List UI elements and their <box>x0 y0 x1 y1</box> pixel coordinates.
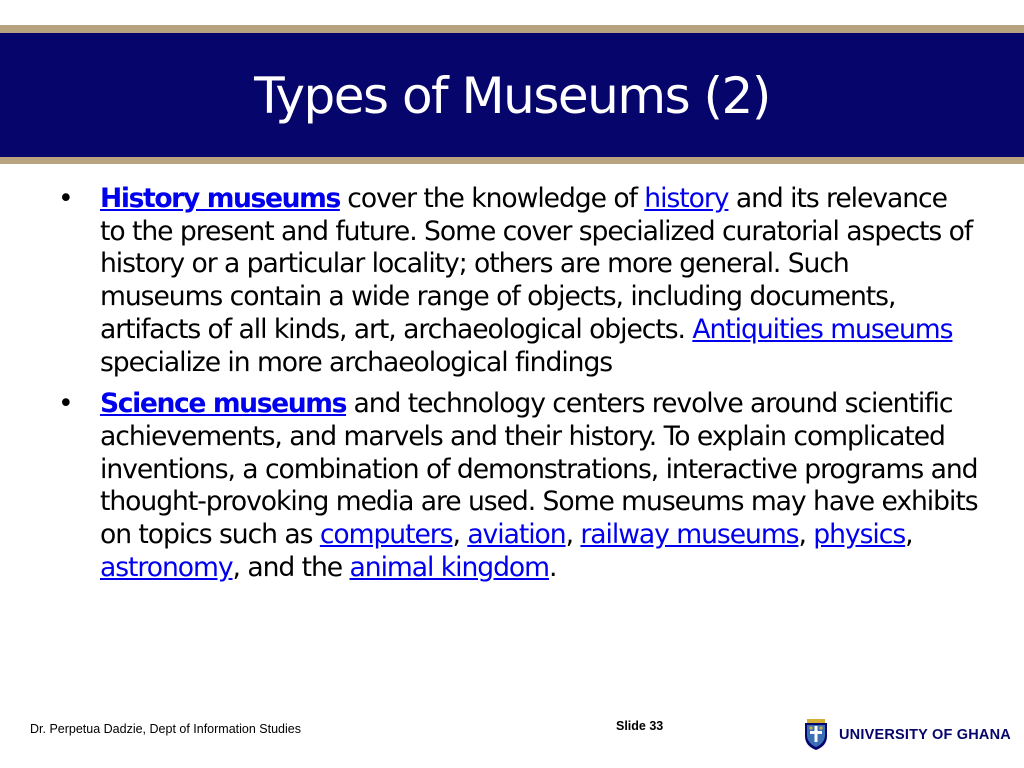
slide-title: Types of Museums (2) <box>254 67 770 125</box>
title-banner <box>0 33 1024 157</box>
link-physics[interactable]: physics <box>813 519 906 551</box>
text-segment: , <box>798 519 814 551</box>
bullet-marker: • <box>58 183 73 214</box>
link-history-museums[interactable]: History museums <box>100 183 340 214</box>
text-segment: and its relevance to the present and future. Some cover specialized curatorial aspects of history or a particular locality; others are more general. Such museums contain a wide range of objects, including documents, artifacts of all kinds, art, archaeological objects. <box>100 183 973 345</box>
bullet-text <box>100 183 972 378</box>
text-segment: cover the knowledge of <box>339 183 645 214</box>
link-history[interactable]: history <box>644 183 729 214</box>
university-logo <box>802 719 1011 751</box>
text-segment: , <box>905 519 913 551</box>
bullet-marker: • <box>58 388 73 420</box>
bullet-text <box>100 388 978 583</box>
text-segment: . <box>549 551 557 583</box>
link-antiquities-museums[interactable]: Antiquities museums <box>692 313 953 345</box>
link-science-museums[interactable]: Science museums <box>100 388 347 420</box>
text-segment: , and the <box>232 551 350 583</box>
text-segment: and technology centers revolve around scientific achievements, and marvels and their history. To explain complicated inventions, a combination of demonstrations, interactive programs and thought-provoking media are used. Some museums may have exhibits on topics such as <box>100 388 978 551</box>
text-segment: specialize in more archaeological findings <box>100 346 613 378</box>
header-bottom-rule <box>0 157 1024 164</box>
link-computers[interactable]: computers <box>319 519 453 551</box>
text-segment: , <box>452 519 468 551</box>
slide-body <box>58 183 978 584</box>
university-crest-icon <box>802 719 830 751</box>
link-railway-museums[interactable]: railway museums <box>580 519 799 551</box>
bullet-science-museums <box>58 388 978 584</box>
text-segment: , <box>565 519 581 551</box>
slide-number: Slide 33 <box>616 719 664 733</box>
link-astronomy[interactable]: astronomy <box>100 551 233 583</box>
link-animal-kingdom[interactable]: animal kingdom <box>349 551 549 583</box>
header-top-rule <box>0 25 1024 33</box>
footer-author: Dr. Perpetua Dadzie, Dept of Information Studies <box>30 722 301 736</box>
link-aviation[interactable]: aviation <box>467 519 566 551</box>
university-name: UNIVERSITY OF GHANA <box>839 727 1011 743</box>
bullet-history-museums <box>58 183 978 379</box>
